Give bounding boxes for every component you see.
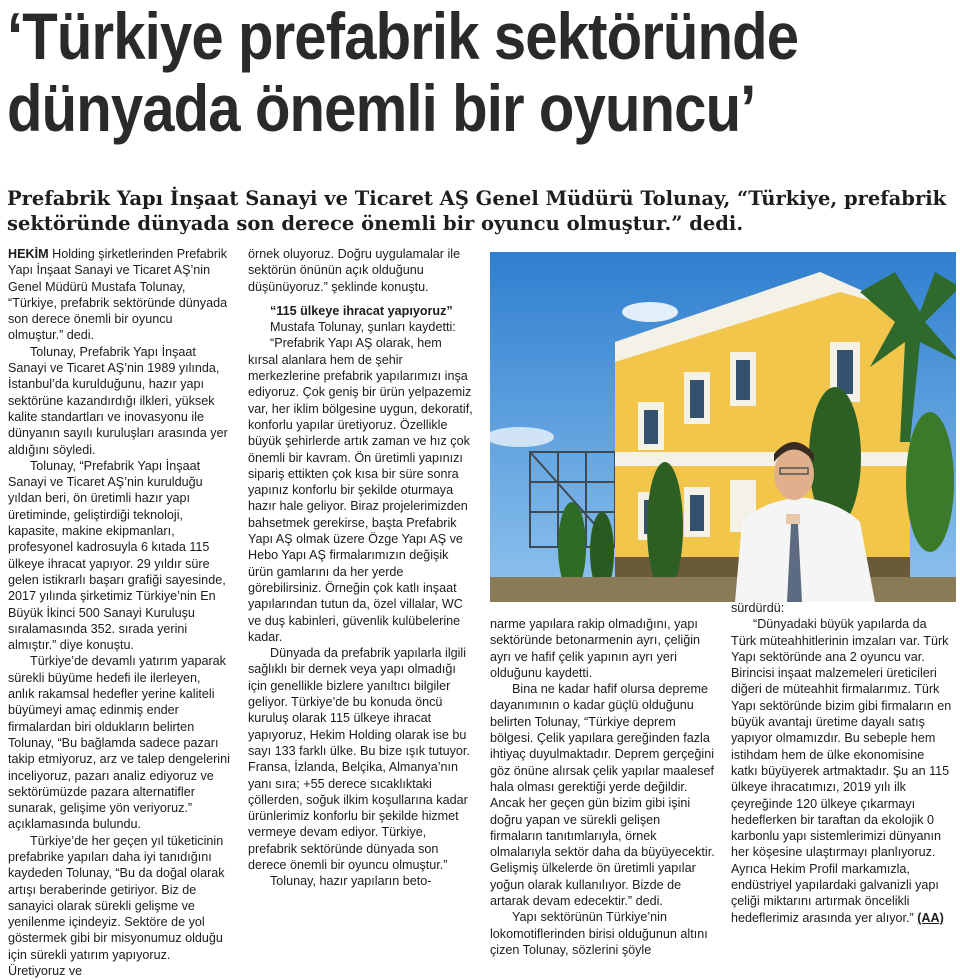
intro-text: Holding şirketlerinden Prefabrik Yapı İnşaat Sanayi ve Ticaret AŞ’nin Genel Müdürü Mustafa Tolunay, “Türkiye, prefabrik sektöründe dünyada son derece önemli bir oyuncu olmuştur.” dedi. (8, 247, 228, 343)
paragraph: Türkiye’de her geçen yıl tüketicinin prefabrike yapıları daha iyi tanıdığını kaydeden Tolunay, “Bu da doğal olarak artışı beraberinde getiriyor. Biz de sanayici olarak sürekli gelişme ve yenilenme içindeyiz. Sektöre de yol göstermek gibi bir misyonumuz olduğu için sürekli yatırım yapıyoruz. Üretiyoruz ve (8, 833, 225, 979)
paragraph: Türkiye’de devamlı yatırım yaparak sürekli büyüme hedefi ile ilerleyen, anlık rakamsal hedefler yerine kaliteli büyümeyi amaç edinmiş ender firmalardan biri oldukların belirten Tolunay, “Bu bağlamda sadece pazarı takip etmiyoruz, arz ve talep dengelerini inceliyoruz, pazarı analiz ediyoruz ve sektörümüzde pazara alternatifler sunarak, gelişime yön veriyoruz.” açıklamasında bulundu. (8, 654, 230, 832)
quote-text: “Dünyadaki büyük yapılarda da Türk müteahhitlerinin imzaları var. Türk Yapı sektöründe ana 2 oyuncu var. Birincisi inşaat malzemeleri üreticileri diğeri de müteahhit firmalarımız. Türk Yapı sektöründe bizim gibi firmaların en büyük avantajı üretime dayalı satış yapıyor olmamızdır. Bu sebeple hem istihdam hem de ülke ekonomisine katkı büyüyerek artmaktadır. Şu an 115 ülkeye ihracatımızı, 2019 yılı ilk çeyreğinde 120 ülkeye çıkarmayı hedeflerken bir taraftan da ekolojik 0 karbonlu yapı sistemlerimizi dünyanın her köşesine ulaştırmayı planlıyoruz. Ayrıca Hekim Profil markamızla, endüstriyel yapılardaki galvanizli yapı çeliği miktarını artırmak öncelikli hedeflerimiz arasında yer alıyor.” (731, 617, 952, 925)
paragraph: örnek oluyoruz. Doğru uygulamalar ile sektörün önünün açık olduğunu düşünüyoruz.” şeklinde konuştu. (248, 247, 461, 294)
paragraph: Dünyada da prefabrik yapılarla ilgili sağlıklı bir dernek veya yapı olmadığı için genellikle bizlere yanıltıcı bilgiler geliyor. Türkiye’de bu konuda öncü kuruluş olarak 115 ülkeye ihracat yapıyoruz, Hekim Holding olarak ise bu sayı 133 farklı ülke. Bu bize ışık tutuyor. Fransa, İzlanda, Belçika, Almanya’nın yanı sıra; +55 derece sıcaklıktaki çöllerden, soğuk ilkim koşullarına kadar ürünlerimiz konforlu bir şekilde hizmet vermeye devam ediyor. Türkiye, prefabrik sektöründe dünyada son derece önemli bir oyuncu olmuştur.” (248, 646, 470, 872)
paragraph-quote (731, 616, 953, 926)
headline-line-1: ‘Türkiye prefabrik sektöründe (7, 0, 799, 73)
paragraph: Tolunay, hazır yapıların beto- (270, 874, 432, 889)
source-signature: (AA) (917, 910, 944, 925)
paragraph: narme yapılara rakip olmadığını, yapı sektöründe betonarmenin ayrı, çeliğin ayrı ve hafif çelik yapının ayrı yeri olduğunu kaydetti. (490, 617, 701, 680)
subheading: “115 ülkeye ihracat yapıyoruz” (270, 303, 453, 318)
lead-word: HEKİM (8, 247, 49, 261)
paragraph: Mustafa Tolunay, şunları kaydetti: (270, 320, 456, 335)
paragraph-intro (8, 246, 230, 344)
headline-line-2: dünyada önemli bir oyuncu’ (7, 71, 756, 145)
photo-illustration (490, 252, 956, 602)
paragraph: “Prefabrik Yapı AŞ olarak, hem kırsal alanlara hem de şehir merkezlerine prefabrik yapılarımızı inşa ediyoruz. Çok geniş bir ürün yelpazemiz var, her iklim bölgesine uygun, dekoratif, konforlu yapılar üretiyoruz. Özellikle büyük şehirlerde artık zaman ve hız çok önemli bir kavram. Ön üretimli yapınızı sipariş ettikten çok kısa bir süre sonra yapınız konforlu bir şekilde oturmaya hazır hale geliyor. Biraz projelerimizden bahsetmek gerekirse, başta Prefabrik Yapı AŞ olmak üzere Özge Yapı AŞ ve Hebo Yapı AŞ firmalarımızın değişik ürün gamlarını da her yerde görebilirsiniz. Örneğin çok katlı inşaat yapılarından tutun da, özel villalar, WC ve duş kabinleri, güvenlik kulübelerine kadar. (248, 336, 473, 644)
paragraph: Tolunay, Prefabrik Yapı İnşaat Sanayi ve Ticaret AŞ’nin 1989 yılında, İstanbul’da kurulduğunu, hazır yapı sektörüne kazandırdığı ilkleri, yüksek kalite standartları ve inovasyonu ile dünyanın sayılı kuruluşları arasında yer aldığını söyledi. (8, 344, 228, 457)
paragraph: sürdürdü: (731, 601, 785, 615)
paragraph: Tolunay, “Prefabrik Yapı İnşaat Sanayi ve Ticaret AŞ’nin kurulduğu yıldan beri, ön üretimli hazır yapı üretiminde, geliştirdiği teknoloji, kapasite, makine ekipmanları, profesyonel kadrosuyla 6 kıtada 115 ülkeye ihracat yapıyor. 29 yıldır süre gelen istikrarlı başarı grafiği sayesinde, 2017 yılında şirketimiz Türkiye’nin En Büyük İkinci 500 Sanayi Kuruluşu sıralamasında 352. sırada yerini almıştır.” diye konuştu. (8, 458, 226, 653)
article-column-3 (490, 616, 716, 958)
building-and-man-photo (490, 252, 956, 602)
standfirst: Prefabrik Yapı İnşaat Sanayi ve Ticaret AŞ Genel Müdürü Tolunay, “Türkiye, prefabrik sektöründe dünyada son derece önemli bir oyuncu olmuştur.” dedi. (7, 187, 947, 235)
paragraph: Bina ne kadar hafif olursa depreme dayanımının o kadar güçlü olduğunu belirten Tolunay, “Türkiye deprem bölgesi. Çelik yapılara gereğinden fazla ihtiyaç duyulmaktadır. Deprem gerçeğini göz önüne alırsak çelik yapılar maalesef hala olması gerektiği yerde değildir. Ancak her geçen gün bizim gibi işini doğru yapan ve sürekli gelişen firmaların tanıtımlarıyla, örnek olmalarıyla sektör daha da büyüyecektir. Gelişmiş ülkelerde ön üretimli yapılar yoğun olarak kullanılıyor. Bizde de artarak devam edecektir.” dedi. (490, 682, 715, 909)
article-column-2 (248, 246, 474, 890)
paragraph: Yapı sektörünün Türkiye’nin lokomotiflerinden birisi olduğunun altını çizen Tolunay, sözlerini şöyle (490, 910, 708, 957)
article-column-4 (731, 600, 953, 926)
article-column-1 (8, 246, 230, 979)
headline (0, 0, 959, 144)
